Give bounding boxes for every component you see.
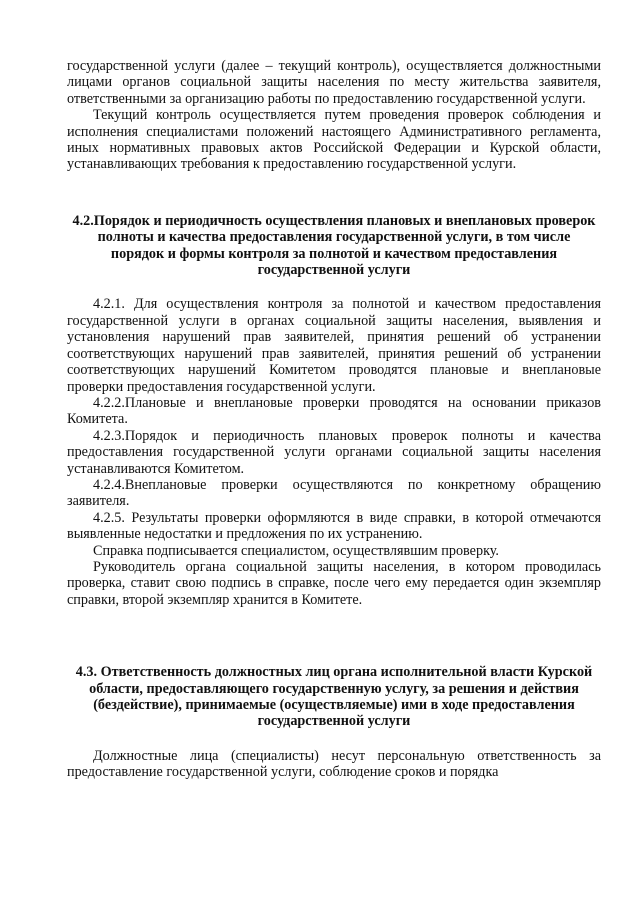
paragraph-report-signing: Справка подписывается специалистом, осуществлявшим проверку. bbox=[93, 542, 499, 559]
section-heading-4-3: 4.3. Ответственность должностных лиц органа исполнительной власти Курской области, предоставляющего государственную услугу, за решения и действия (бездействие), принимаемые (осуществляемые) ими в ходе предоставления государственной услуги bbox=[75, 664, 593, 730]
paragraph-4-2-3: 4.2.3.Порядок и периодичность плановых проверок полноты и качества предоставления государственной услуги органами социальной защиты населения устанавливаются Комитетом. bbox=[67, 427, 601, 477]
paragraph-4-2-2: 4.2.2.Плановые и внеплановые проверки проводятся на основании приказов Комитета. bbox=[67, 394, 601, 428]
paragraph-4-2-5: 4.2.5. Результаты проверки оформляются в виде справки, в которой отмечаются выявленные недостатки и предложения по их устранению. bbox=[67, 509, 601, 543]
paragraph-current-control-description: Текущий контроль осуществляется путем проведения проверок соблюдения и исполнения специалистами положений настоящего Административного регламента, иных нормативных правовых актов Российской Федерации и Курской области, устанавливающих требования к предоставлению государственной услуги. bbox=[67, 107, 601, 173]
section-heading-4-2: 4.2.Порядок и периодичность осуществления плановых и внеплановых проверок полноты и качества предоставления государственной услуги, в том числе порядок и формы контроля за полнотой и качеством предоставления государственной услуги bbox=[72, 212, 596, 279]
paragraph-report-copies: Руководитель органа социальной защиты населения, в котором проводилась проверка, ставит свою подпись в справке, после чего ему передается один экземпляр справки, второй экземпляр хранится в Комитете. bbox=[67, 558, 601, 608]
paragraph-4-2-1: 4.2.1. Для осуществления контроля за полнотой и качеством предоставления государственной услуги в органах социальной защиты населения, выявления и установления нарушений прав заявителей, принятия решений об устранении соответствующих нарушений прав заявителей, принятия решений об устранении соответствующих нарушений Комитетом проводятся плановые и внеплановые проверки предоставления государственной услуги. bbox=[67, 296, 601, 395]
paragraph-4-2-4: 4.2.4.Внеплановые проверки осуществляются по конкретному обращению заявителя. bbox=[67, 476, 601, 510]
paragraph-officials-responsibility: Должностные лица (специалисты) несут персональную ответственность за предоставление государственной услуги, соблюдение сроков и порядка bbox=[67, 747, 601, 781]
paragraph-current-control-intro: государственной услуги (далее – текущий контроль), осуществляется должностными лицами органов социальной защиты населения по месту жительства заявителя, ответственными за организацию работы по предоставлению государственной услуги. bbox=[67, 58, 601, 107]
document-page bbox=[67, 58, 601, 781]
